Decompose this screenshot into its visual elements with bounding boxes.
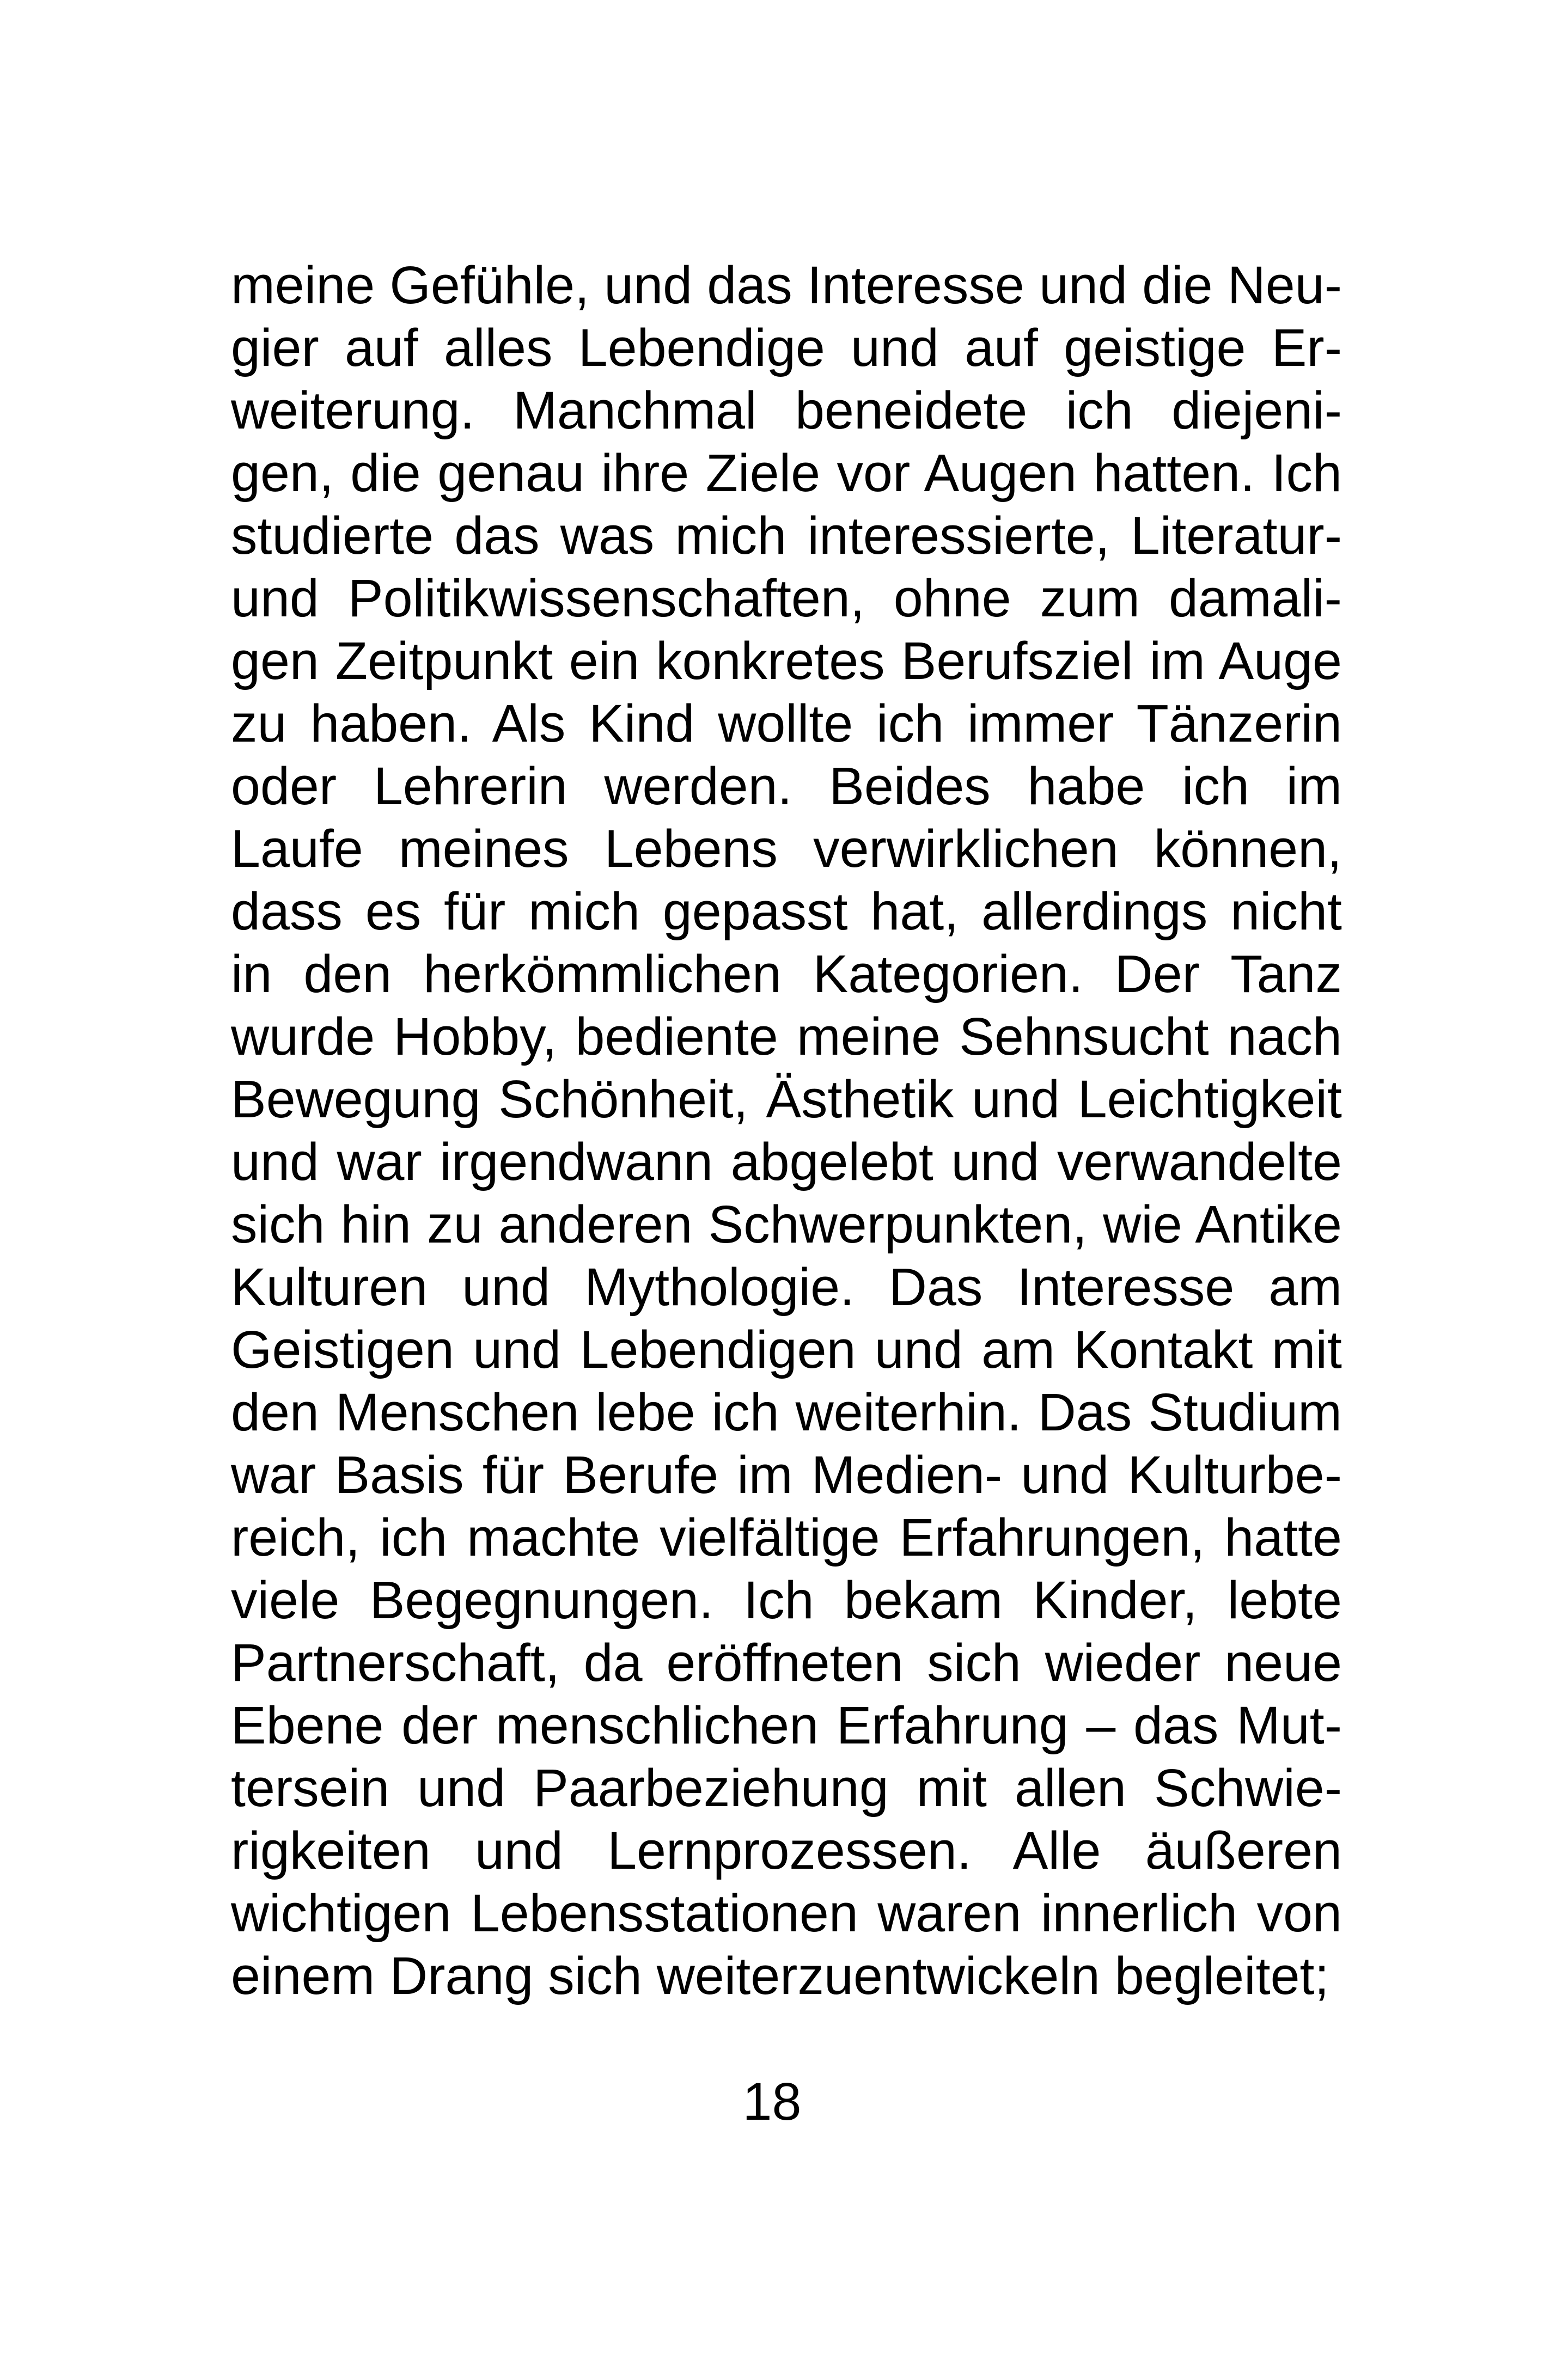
text-line: weiterung. Manchmal beneidete ich diejeni- [231,381,1342,440]
text-line: Laufe meines Lebens verwirklichen können, [231,819,1342,878]
text-line: und Politikwissenschaften, ohne zum damali- [231,568,1342,628]
text-line: sich hin zu anderen Schwerpunkten, wie Antike [231,1195,1342,1254]
text-line: studierte das was mich interessierte, Literatur- [231,506,1342,565]
text-line: einem Drang sich weiterzuentwickeln begleitet; [231,1946,1329,2005]
text-line: oder Lehrerin werden. Beides habe ich im [231,756,1342,816]
text-line: in den herkömmlichen Kategorien. Der Tanz [231,944,1342,1004]
text-line: dass es für mich gepasst hat, allerdings nicht [231,882,1342,941]
text-line: Geistigen und Lebendigen und am Kontakt mit [231,1320,1342,1379]
text-line: viele Begegnungen. Ich bekam Kinder, lebte [231,1570,1342,1630]
text-line: Kulturen und Mythologie. Das Interesse am [231,1257,1342,1317]
text-line: rigkeiten und Lernprozessen. Alle äußeren [231,1821,1342,1880]
text-line: war Basis für Berufe im Medien- und Kulturbe- [231,1445,1342,1504]
text-line: gen, die genau ihre Ziele vor Augen hatten. Ich [231,443,1342,503]
text-line: Ebene der menschlichen Erfahrung – das Mut- [231,1696,1342,1755]
text-line: tersein und Paarbeziehung mit allen Schwie- [231,1758,1342,1818]
text-line: gier auf alles Lebendige und auf geistige Er- [231,318,1342,377]
text-line: wurde Hobby, bediente meine Sehnsucht nach [231,1007,1342,1066]
text-line: Bewegung Schönheit, Ästhetik und Leichtigkeit [231,1069,1342,1129]
text-line: und war irgendwann abgelebt und verwandelte [231,1132,1342,1191]
text-line: meine Gefühle, und das Interesse und die Neu- [231,255,1342,315]
text-line: reich, ich machte vielfältige Erfahrungen, hatte [231,1508,1342,1567]
text-line: den Menschen lebe ich weiterhin. Das Studium [231,1382,1342,1442]
text-line: zu haben. Als Kind wollte ich immer Tänzerin [231,694,1342,753]
text-line: wichtigen Lebensstationen waren innerlich von [231,1883,1342,1943]
text-line: gen Zeitpunkt ein konkretes Berufsziel im Auge [231,631,1342,690]
text-line: Partnerschaft, da eröffneten sich wieder neue [231,1633,1342,1692]
page-number: 18 [742,2072,802,2131]
